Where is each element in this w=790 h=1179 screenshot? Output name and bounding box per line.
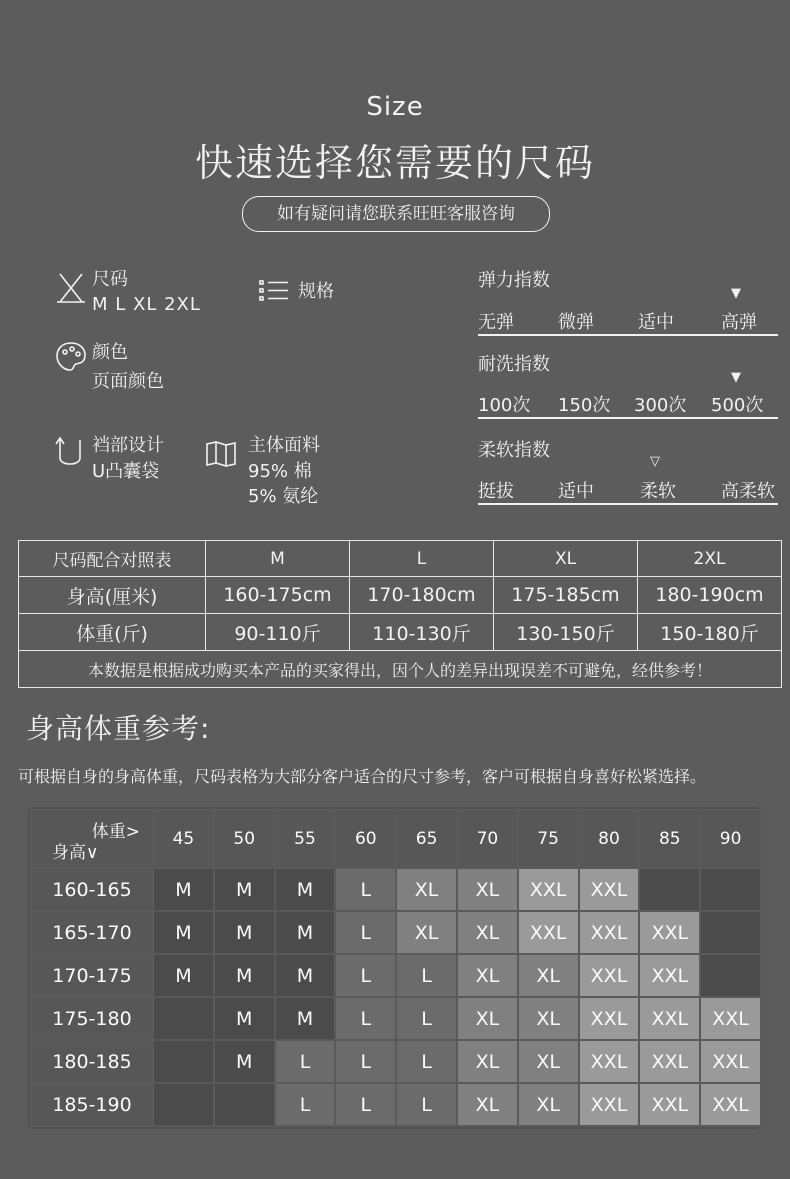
elasticity-option: 高弹 bbox=[721, 312, 757, 333]
palette-icon bbox=[54, 340, 88, 374]
grid-header-row bbox=[31, 810, 761, 868]
size-cell: XXL bbox=[639, 997, 700, 1040]
table-cell: 130-150斤 bbox=[494, 614, 638, 651]
list-icon bbox=[258, 278, 290, 304]
size-cell bbox=[153, 997, 214, 1040]
wash-option: 500次 bbox=[711, 395, 764, 416]
size-cell: XL bbox=[518, 1040, 579, 1083]
table-cell: 180-190cm bbox=[638, 577, 782, 614]
table-header-cell: 2XL bbox=[638, 541, 782, 577]
height-row-label: 160-165 bbox=[31, 868, 153, 911]
softness-option: 适中 bbox=[558, 481, 594, 502]
table-header-cell: 尺码配合对照表 bbox=[19, 541, 206, 577]
elasticity-option: 适中 bbox=[638, 312, 674, 333]
size-cell: M bbox=[153, 911, 214, 954]
size-cell: M bbox=[214, 1040, 275, 1083]
size-cell: XXL bbox=[700, 1083, 761, 1126]
size-cell: L bbox=[396, 954, 457, 997]
elasticity-option: 无弹 bbox=[478, 312, 514, 333]
table-note-row bbox=[19, 651, 782, 688]
elasticity-scale bbox=[478, 306, 778, 336]
height-axis-label: 身高∨ bbox=[52, 843, 99, 863]
grid-row bbox=[31, 911, 761, 954]
size-cell: XXL bbox=[700, 1040, 761, 1083]
grid-row bbox=[31, 1083, 761, 1126]
size-cell: XL bbox=[518, 997, 579, 1040]
size-cell: M bbox=[214, 868, 275, 911]
size-cell: L bbox=[335, 1040, 396, 1083]
reference-title: 身高体重参考: bbox=[26, 712, 211, 745]
softness-option: 高柔软 bbox=[721, 481, 775, 502]
size-cell: L bbox=[275, 1083, 336, 1126]
softness-title: 柔软指数 bbox=[478, 440, 550, 461]
table-cell: 160-175cm bbox=[206, 577, 350, 614]
size-cell: L bbox=[275, 1040, 336, 1083]
weight-axis-label: 体重> bbox=[91, 822, 140, 842]
size-cell: L bbox=[335, 868, 396, 911]
color-label: 颜色 bbox=[92, 342, 128, 363]
spec-label: 规格 bbox=[298, 281, 334, 302]
size-cell: XXL bbox=[700, 997, 761, 1040]
weight-column-header: 80 bbox=[579, 810, 640, 868]
weight-column-header: 70 bbox=[457, 810, 518, 868]
grid-row bbox=[31, 868, 761, 911]
elasticity-option: 微弹 bbox=[558, 312, 594, 333]
table-row bbox=[19, 577, 782, 614]
size-cell: L bbox=[396, 1083, 457, 1126]
softness-selected-marker: ▽ bbox=[650, 454, 660, 469]
size-cell: XL bbox=[457, 911, 518, 954]
ruler-icon bbox=[54, 270, 88, 306]
height-row-label: 170-175 bbox=[31, 954, 153, 997]
size-cell: M bbox=[275, 911, 336, 954]
size-cell: XL bbox=[518, 954, 579, 997]
size-cell: XL bbox=[457, 1083, 518, 1126]
fabric-cotton: 95% 棉 bbox=[248, 461, 312, 482]
size-cell bbox=[700, 954, 761, 997]
size-cell: XL bbox=[457, 1040, 518, 1083]
size-cell: XXL bbox=[518, 868, 579, 911]
reference-description: 可根据自身的身高体重，尺码表格为大部分客户适合的尺寸参考，客户可根据自身喜好松紧选择。 bbox=[18, 767, 707, 786]
size-cell: M bbox=[275, 997, 336, 1040]
size-cell: M bbox=[153, 954, 214, 997]
size-cell: XL bbox=[457, 954, 518, 997]
size-cell bbox=[214, 1083, 275, 1126]
wash-option: 100次 bbox=[478, 395, 531, 416]
size-cell: M bbox=[275, 868, 336, 911]
size-cell bbox=[700, 911, 761, 954]
wash-scale bbox=[478, 389, 778, 419]
size-cell: XL bbox=[457, 997, 518, 1040]
u-pouch-icon bbox=[54, 432, 86, 472]
size-cell: XL bbox=[396, 868, 457, 911]
table-cell: 体重(斤) bbox=[19, 614, 206, 651]
height-weight-grid bbox=[30, 809, 762, 1127]
wash-selected-marker: ▼ bbox=[731, 370, 741, 385]
size-comparison-table bbox=[18, 540, 782, 688]
elasticity-selected-marker: ▼ bbox=[731, 286, 741, 301]
weight-column-header: 45 bbox=[153, 810, 214, 868]
size-cell: XXL bbox=[579, 1040, 640, 1083]
softness-option: 柔软 bbox=[640, 481, 676, 502]
table-header-row bbox=[19, 541, 782, 577]
table-cell: 175-185cm bbox=[494, 577, 638, 614]
size-cell: XXL bbox=[579, 997, 640, 1040]
size-heading: Size bbox=[366, 92, 424, 122]
weight-column-header: 50 bbox=[214, 810, 275, 868]
size-cell: L bbox=[335, 954, 396, 997]
table-cell: 110-130斤 bbox=[350, 614, 494, 651]
table-header-cell: L bbox=[350, 541, 494, 577]
size-cell bbox=[700, 868, 761, 911]
weight-column-header: 85 bbox=[639, 810, 700, 868]
height-row-label: 165-170 bbox=[31, 911, 153, 954]
size-cell: L bbox=[396, 997, 457, 1040]
table-cell: 90-110斤 bbox=[206, 614, 350, 651]
size-cell: XXL bbox=[518, 911, 579, 954]
size-cell: M bbox=[214, 911, 275, 954]
size-cell: XL bbox=[518, 1083, 579, 1126]
wash-title: 耐洗指数 bbox=[478, 354, 550, 375]
weight-column-header: 90 bbox=[700, 810, 761, 868]
weight-column-header: 75 bbox=[518, 810, 579, 868]
size-cell: XL bbox=[396, 911, 457, 954]
softness-scale bbox=[478, 475, 778, 505]
size-cell bbox=[153, 1040, 214, 1083]
height-row-label: 180-185 bbox=[31, 1040, 153, 1083]
size-cell: XXL bbox=[639, 954, 700, 997]
size-cell: XXL bbox=[579, 1083, 640, 1126]
softness-option: 挺拔 bbox=[478, 481, 514, 502]
table-header-cell: M bbox=[206, 541, 350, 577]
size-cell: XXL bbox=[579, 954, 640, 997]
crotch-value: U凸囊袋 bbox=[92, 461, 160, 482]
wash-option: 150次 bbox=[558, 395, 611, 416]
size-cell: XXL bbox=[639, 1083, 700, 1126]
elasticity-title: 弹力指数 bbox=[478, 270, 550, 291]
size-cell: M bbox=[214, 954, 275, 997]
table-row bbox=[19, 614, 782, 651]
fabric-label: 主体面料 bbox=[248, 435, 320, 456]
size-cell: XXL bbox=[639, 911, 700, 954]
size-cell: XXL bbox=[579, 911, 640, 954]
size-cell bbox=[639, 868, 700, 911]
table-cell: 身高(厘米) bbox=[19, 577, 206, 614]
height-row-label: 175-180 bbox=[31, 997, 153, 1040]
size-cell bbox=[153, 1083, 214, 1126]
size-cell: L bbox=[335, 997, 396, 1040]
wash-option: 300次 bbox=[634, 395, 687, 416]
grid-row bbox=[31, 1040, 761, 1083]
size-cell: L bbox=[335, 1083, 396, 1126]
size-cell: M bbox=[153, 868, 214, 911]
size-label: 尺码 bbox=[92, 269, 128, 290]
table-cell: 150-180斤 bbox=[638, 614, 782, 651]
table-note: 本数据是根据成功购买本产品的买家得出，因个人的差异出现误差不可避免，经供参考！ bbox=[19, 651, 782, 688]
size-cell: XXL bbox=[579, 868, 640, 911]
fabric-spandex: 5% 氨纶 bbox=[248, 486, 319, 507]
grid-row bbox=[31, 954, 761, 997]
size-cell: XXL bbox=[639, 1040, 700, 1083]
contact-service-pill[interactable]: 如有疑问请您联系旺旺客服咨询 bbox=[242, 196, 550, 232]
size-cell: L bbox=[335, 911, 396, 954]
table-cell: 170-180cm bbox=[350, 577, 494, 614]
size-cell: XL bbox=[457, 868, 518, 911]
size-cell: L bbox=[396, 1040, 457, 1083]
size-cell: M bbox=[214, 997, 275, 1040]
grid-row bbox=[31, 997, 761, 1040]
weight-column-header: 60 bbox=[335, 810, 396, 868]
table-header-cell: XL bbox=[494, 541, 638, 577]
weight-column-header: 65 bbox=[396, 810, 457, 868]
grid-corner-cell bbox=[31, 810, 153, 868]
size-cell: M bbox=[275, 954, 336, 997]
fabric-book-icon bbox=[204, 440, 238, 468]
page-title: 快速选择您需要的尺码 bbox=[194, 141, 595, 185]
size-value: M L XL 2XL bbox=[92, 294, 201, 315]
crotch-label: 裆部设计 bbox=[92, 435, 164, 456]
height-row-label: 185-190 bbox=[31, 1083, 153, 1126]
color-value: 页面颜色 bbox=[92, 371, 164, 392]
weight-column-header: 55 bbox=[275, 810, 336, 868]
